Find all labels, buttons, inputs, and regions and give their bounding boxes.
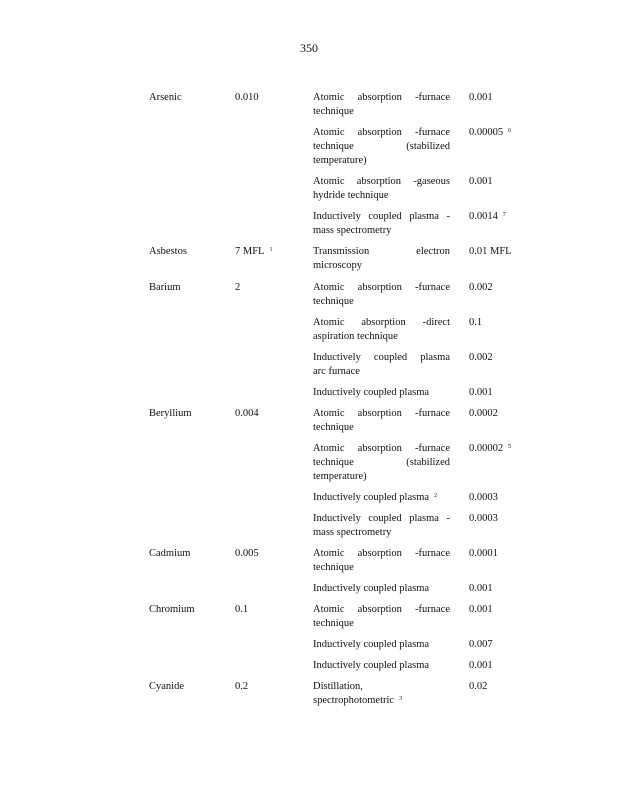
method-line: technique bbox=[313, 422, 354, 433]
method-footnote: 2 bbox=[434, 493, 438, 499]
method-line: mass spectrometry bbox=[313, 527, 392, 538]
method-line: Inductively coupled plasma bbox=[313, 387, 430, 398]
method-line: Atomic absorption -furnace bbox=[313, 127, 450, 138]
mcl-value: 0.004 bbox=[235, 408, 259, 419]
method-line: aspiration technique bbox=[313, 331, 398, 342]
method-line: Inductively coupled plasma bbox=[313, 583, 430, 594]
detection-limit-footnote: 6 bbox=[508, 128, 512, 134]
method-description bbox=[313, 638, 450, 652]
method-line: mass spectrometry bbox=[313, 225, 392, 236]
method-description bbox=[313, 407, 450, 435]
detection-limit: 0.007 bbox=[469, 639, 493, 650]
method-description bbox=[313, 245, 450, 273]
detection-limit-footnote: 7 bbox=[502, 212, 506, 218]
contaminant-name: Barium bbox=[149, 282, 181, 293]
method-line: technique (stabilized bbox=[313, 141, 450, 152]
detection-limit: 0.0014 $^7$ bbox=[469, 211, 506, 222]
detection-limit: 0.002 bbox=[469, 352, 493, 363]
mcl-value: 2 bbox=[235, 282, 241, 293]
method-line: Distillation, bbox=[313, 681, 363, 692]
method-line: Atomic absorption -direct bbox=[313, 317, 450, 328]
method-line: technique bbox=[313, 106, 354, 117]
method-line: Inductively coupled plasma - bbox=[313, 211, 450, 222]
detection-limit: 0.001 bbox=[469, 660, 493, 671]
detection-limit: 0.0003 bbox=[469, 492, 498, 503]
detection-limit: 0.02 bbox=[469, 681, 488, 692]
detection-limit-footnote: 5 bbox=[508, 444, 512, 450]
method-description bbox=[313, 91, 450, 119]
contaminant-name: Cyanide bbox=[149, 681, 184, 692]
mcl-value: 0.010 bbox=[235, 92, 259, 103]
contaminant-name: Chromium bbox=[149, 604, 195, 615]
method-description bbox=[313, 316, 450, 344]
method-footnote: 3 bbox=[399, 696, 403, 702]
method-line: Inductively coupled plasma bbox=[313, 352, 450, 363]
method-description bbox=[313, 582, 450, 596]
method-line: Inductively coupled plasma $^2$ bbox=[313, 492, 438, 503]
page-number: 350 bbox=[300, 41, 318, 55]
method-description bbox=[313, 210, 450, 238]
method-description bbox=[313, 281, 450, 309]
method-line: Atomic absorption -furnace bbox=[313, 408, 450, 419]
method-description bbox=[313, 659, 450, 673]
method-line: Atomic absorption -furnace bbox=[313, 282, 450, 293]
method-line: Inductively coupled plasma bbox=[313, 660, 430, 671]
method-line: hydride technique bbox=[313, 190, 389, 201]
method-line: Atomic absorption -furnace bbox=[313, 443, 450, 454]
mcl-footnote: 1 bbox=[269, 247, 273, 253]
method-line: temperature) bbox=[313, 155, 367, 166]
mcl-value: 0.2 bbox=[235, 681, 249, 692]
method-description bbox=[313, 175, 450, 203]
detection-limit: 0.00005 $^6$ bbox=[469, 127, 512, 138]
method-line: Transmission electron bbox=[313, 246, 450, 257]
detection-limit: 0.001 bbox=[469, 583, 493, 594]
mcl-value: 0.005 bbox=[235, 548, 259, 559]
method-description bbox=[313, 386, 450, 400]
method-description bbox=[313, 603, 450, 631]
mcl-value: 7 MFL $^1$ bbox=[235, 246, 273, 257]
detection-limit: 0.1 bbox=[469, 317, 483, 328]
method-line: arc furnace bbox=[313, 366, 360, 377]
detection-limit: 0.001 bbox=[469, 604, 493, 615]
detection-limit: 0.0001 bbox=[469, 548, 498, 559]
method-description bbox=[313, 126, 450, 168]
method-line: Atomic absorption -furnace bbox=[313, 604, 450, 615]
method-description bbox=[313, 680, 450, 708]
method-description bbox=[313, 547, 450, 575]
method-line: Atomic absorption -furnace bbox=[313, 92, 450, 103]
contaminant-name: Beryllium bbox=[149, 408, 192, 419]
mcl-value: 0.1 bbox=[235, 604, 249, 615]
method-line: technique (stabilized bbox=[313, 457, 450, 468]
method-line: Atomic absorption -gaseous bbox=[313, 176, 450, 187]
method-line: technique bbox=[313, 562, 354, 573]
method-description bbox=[313, 351, 450, 379]
method-line: Inductively coupled plasma bbox=[313, 639, 430, 650]
detection-limit: 0.01 MFL bbox=[469, 246, 512, 257]
method-line: temperature) bbox=[313, 471, 367, 482]
detection-limit: 0.001 bbox=[469, 176, 493, 187]
method-description bbox=[313, 442, 450, 484]
detection-limit: 0.0003 bbox=[469, 513, 498, 524]
detection-limit: 0.0002 bbox=[469, 408, 498, 419]
method-line: microscopy bbox=[313, 260, 362, 271]
method-description bbox=[313, 491, 450, 505]
method-description bbox=[313, 512, 450, 540]
method-line: Inductively coupled plasma - bbox=[313, 513, 450, 524]
contaminant-name: Cadmium bbox=[149, 548, 191, 559]
method-line: spectrophotometric $^3$ bbox=[313, 695, 403, 706]
detection-limit: 0.001 bbox=[469, 387, 493, 398]
detection-limit: 0.002 bbox=[469, 282, 493, 293]
method-line: technique bbox=[313, 296, 354, 307]
method-line: Atomic absorption -furnace bbox=[313, 548, 450, 559]
contaminant-name: Asbestos bbox=[149, 246, 187, 257]
detection-limit: 0.00002 $^5$ bbox=[469, 443, 512, 454]
method-line: technique bbox=[313, 618, 354, 629]
detection-limit: 0.001 bbox=[469, 92, 493, 103]
contaminant-name: Arsenic bbox=[149, 92, 182, 103]
